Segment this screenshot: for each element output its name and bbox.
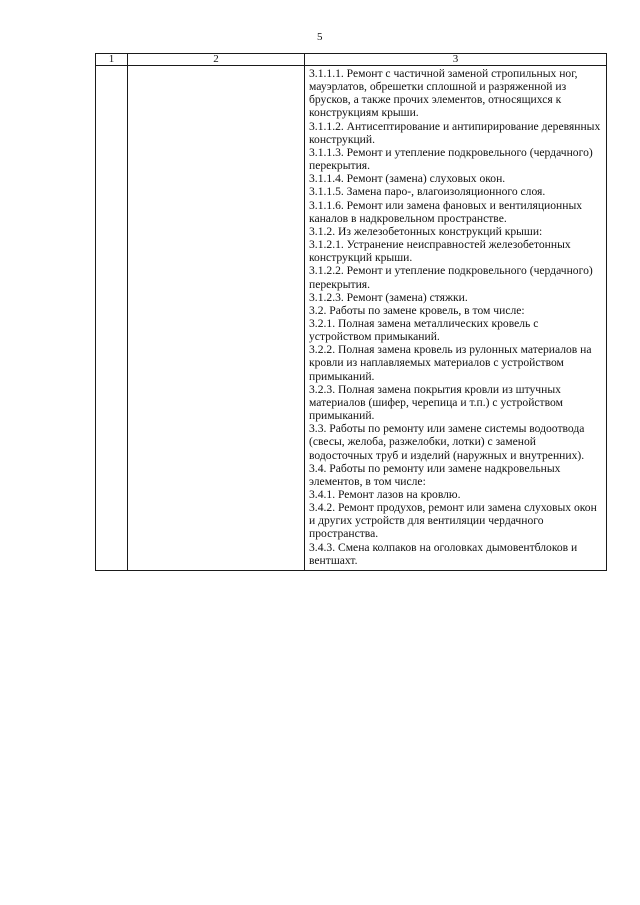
list-item: 3.4.3. Смена колпаков на оголовках дымовентблоков и вентшахт. — [309, 540, 578, 567]
works-list-cell — [305, 66, 607, 571]
list-item: 3.4. Работы по ремонту или замене надкровельных элементов, в том числе: — [309, 461, 561, 488]
list-item: 3.2.1. Полная замена металлических кровель с устройством примыканий. — [309, 316, 539, 344]
works-table — [95, 53, 607, 571]
list-item: 3.2.2. Полная замена кровель из рулонных материалов на кровли из наплавляемых материалов с устройством примыканий. — [309, 343, 592, 383]
list-item: 3.2.3. Полная замена покрытия кровли из штучных материалов (шифер, черепица и т.п.) с устройством примыканий. — [309, 382, 563, 423]
list-item: 3.1.1.5. Замена паро-, влагоизоляционного слоя. — [309, 185, 546, 199]
list-item: 3.4.1. Ремонт лазов на кровлю. — [309, 488, 461, 501]
list-item: 3.1.2.3. Ремонт (замена) стяжки. — [309, 290, 468, 304]
page-number: 5 — [317, 31, 323, 43]
list-item: 3.1.1.4. Ремонт (замена) слуховых окон. — [309, 172, 506, 186]
column-1-cell — [96, 66, 128, 571]
list-item: 3.4.2. Ремонт продухов, ремонт или замена слуховых окон и других устройств для вентиляции чердачного пространства. — [309, 501, 597, 541]
column-header-3: 3 — [305, 54, 607, 66]
list-item: 3.1.1.3. Ремонт и утепление подкровельного (чердачного) перекрытия. — [309, 145, 593, 173]
list-item: 3.1.1.2. Антисептирование и антипирирование деревянных конструкций. — [309, 119, 601, 146]
list-item: 3.1.2.1. Устранение неисправностей железобетонных конструкций крыши. — [309, 238, 571, 265]
table-header-row — [96, 54, 607, 66]
list-item: 3.1.1.6. Ремонт или замена фановых и вентиляционных каналов в надкровельном пространстве. — [309, 198, 583, 225]
column-header-2: 2 — [128, 54, 305, 66]
column-header-1: 1 — [96, 54, 128, 66]
list-item: 3.3. Работы по ремонту или замене системы водоотвода (свесы, желоба, разжелобки, лотки) с заменой водосточных труб и изделий (наружных и внутренних). — [309, 422, 585, 462]
column-2-cell — [128, 66, 305, 571]
list-item: 3.1.1.1. Ремонт с частичной заменой стропильных ног, мауэрлатов, обрешетки сплошной и разряженной из брусков, а также прочих элементов, относящихся к конструкциям крыши. — [309, 67, 578, 120]
list-item: 3.1.2.2. Ремонт и утепление подкровельного (чердачного) перекрытия. — [309, 264, 593, 291]
list-item: 3.2. Работы по замене кровель, в том числе: — [309, 303, 525, 317]
list-item: 3.1.2. Из железобетонных конструкций крыши: — [309, 224, 543, 238]
table-row — [96, 66, 607, 571]
